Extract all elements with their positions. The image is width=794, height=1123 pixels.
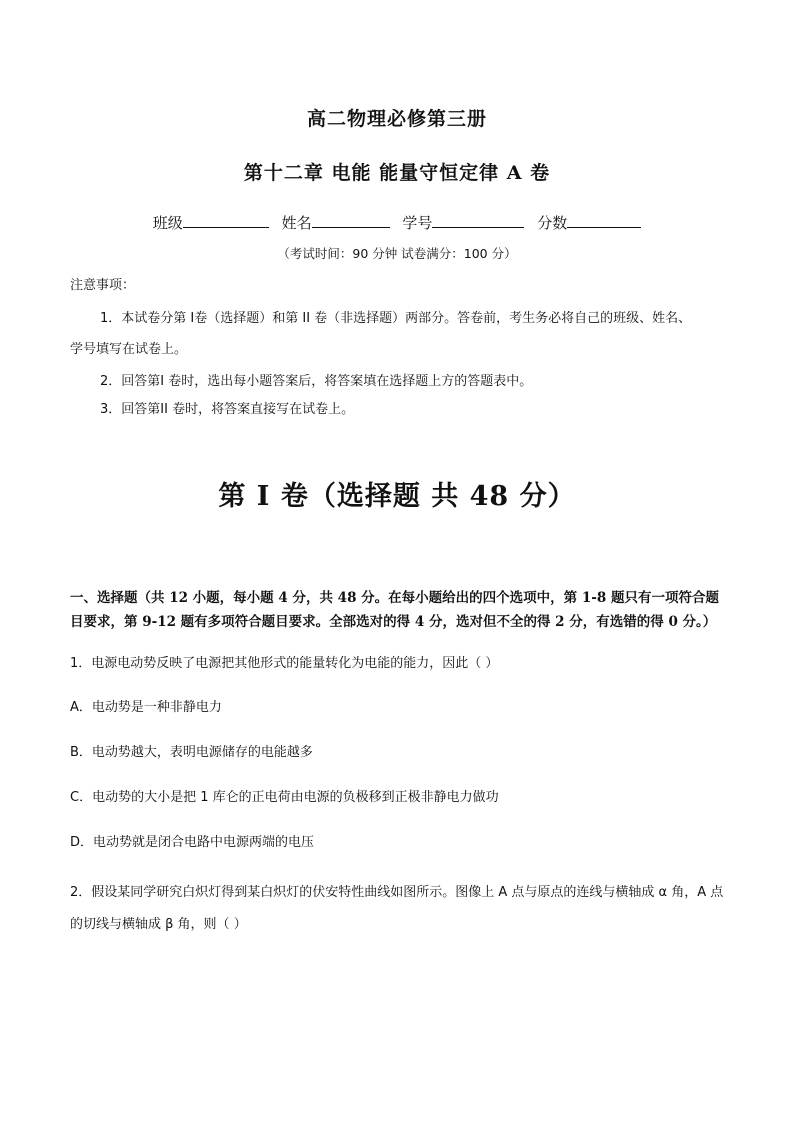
question-1-option-b: B．电动势越大，表明电源储存的电能越多 [70,745,313,760]
name-blank[interactable] [312,213,390,228]
score-blank[interactable] [567,213,641,228]
class-label: 班级 [152,214,183,232]
question-2-stem: 2．假设某同学研究白炽灯得到某白炽灯的伏安特性曲线如图所示。图像上 A 点与原点的连线与横轴成 α 角，A 点的切线与横轴成 β 角，则（ ） [70,885,724,932]
notice-item-1: 1．本试卷分第 I卷（选择题）和第 II 卷（非选择题）两部分。答卷前，考生务必将自己的班级、姓名、 [100,311,692,326]
exam-time-note: （考试时间：90 分钟 试卷满分：100 分） [277,246,517,261]
notice-item-1-cont: 学号填写在试卷上。 [70,342,188,357]
id-blank[interactable] [432,213,524,228]
notice-item-2: 2．回答第I 卷时，选出每小题答案后，将答案填在选择题上方的答题表中。 [100,374,533,389]
notice-heading: 注意事项： [70,278,136,293]
paper-title: 高二物理必修第三册 [306,108,487,130]
class-blank[interactable] [183,213,269,228]
notice-item-3: 3．回答第II 卷时，将答案直接写在试卷上。 [100,402,355,417]
id-label: 学号 [402,214,433,232]
question-1-option-a: A．电动势是一种非静电力 [70,700,222,715]
section-instructions: 一、选择题（共 12 小题，每小题 4 分，共 48 分。在每小题给出的四个选项中，第 1-8 题只有一项符合题目要求，第 9-12 题有多项符合题目要求。全部选对的得 4 分，选对但不全的得 2 分，有选错的得 0 分。） [70,590,719,630]
question-1-option-c: C．电动势的大小是把 1 库仑的正电荷由电源的负极移到正极非静电力做功 [70,790,499,805]
question-1-option-d: D．电动势就是闭合电路中电源两端的电压 [70,835,315,850]
name-label: 姓名 [281,214,312,232]
question-1-stem: 1．电源电动势反映了电源把其他形式的能量转化为电能的能力，因此（ ） [70,656,499,671]
score-label: 分数 [537,214,568,232]
student-info-line [0,212,794,233]
section-title: 第 I 卷（选择题 共 48 分） [218,481,576,512]
chapter-title: 第十二章 电能 能量守恒定律 A 卷 [243,162,551,184]
